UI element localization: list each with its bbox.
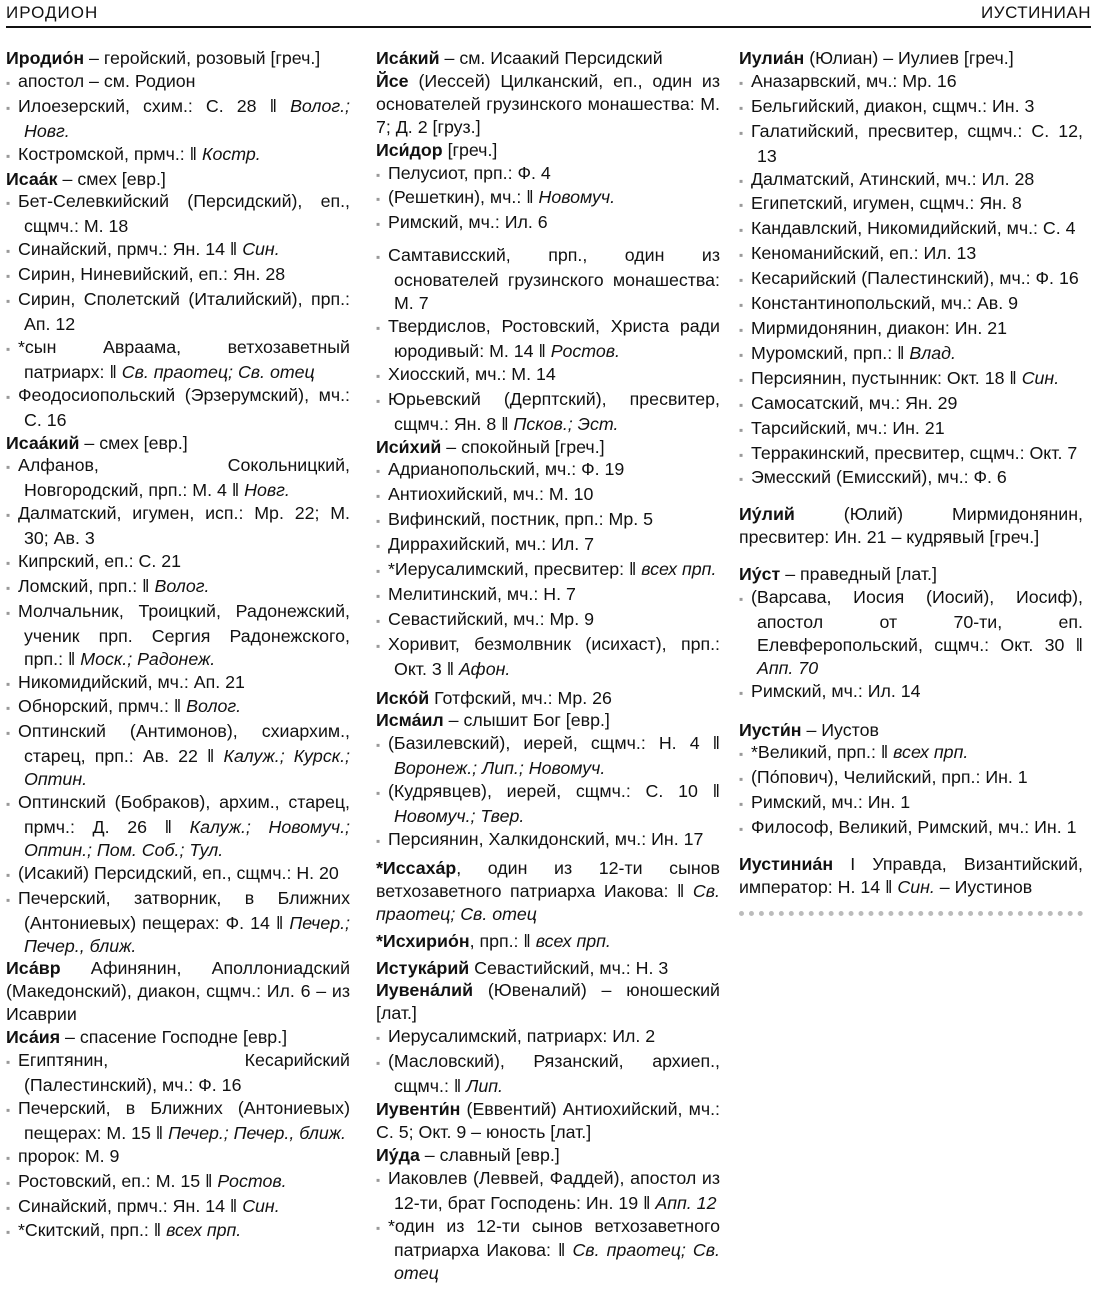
- sub-entry: [739, 292, 1083, 317]
- sub-entry: [739, 741, 1083, 766]
- entry-text: Вифинский, постник, прп.: Мр. 5: [388, 509, 653, 530]
- sub-entry: [739, 70, 1083, 95]
- headword-entry: [376, 709, 720, 732]
- sub-entry: [6, 600, 350, 671]
- headword: Иско́й: [376, 687, 430, 708]
- entry-text: Галатийский, пресвитер, сщмч.: С. 12, 13: [751, 120, 1083, 166]
- entry-text: Египтянин, Кесарийский (Палестинский), мч.: Ф. 16: [18, 1050, 350, 1095]
- entry-text: , один из 12-ти сынов ветхозаветного патриарха Иакова: ‖: [376, 857, 720, 901]
- region-note: Моск.; Радонеж.: [80, 648, 216, 669]
- entry-text: Персиянин, пустынник: Окт. 18 ‖: [751, 367, 1022, 388]
- headword: Исаа́кий: [6, 432, 80, 453]
- headword-entry: [739, 503, 1083, 549]
- entry-text: Твердислов, Ростовский, Христа ради юродивый: М. 14 ‖: [388, 315, 720, 361]
- region-note: Св. праотец; Св. отец: [121, 361, 315, 382]
- sub-entry: [6, 695, 350, 720]
- sub-entry: [6, 862, 350, 887]
- entry-text: Римский, мч.: Ин. 1: [751, 792, 911, 813]
- entry-text: Бет-Селевкийский (Персидский), еп., сщмч.: М. 18: [18, 191, 350, 237]
- headword-entry: [376, 857, 720, 926]
- entry-text: (Базилевский), иерей, сщмч.: Н. 4 ‖: [388, 733, 720, 754]
- entry-text: Самтависский, прп., один из основателей грузинского монашества: М. 7: [388, 245, 720, 314]
- region-note: всех прп.: [535, 930, 611, 951]
- end-divider: [739, 911, 1083, 916]
- entry-text: (Ювеналий) – юношеский [лат.]: [376, 980, 720, 1024]
- entry-text: Иерусалимский, патриарх: Ил. 2: [388, 1026, 656, 1047]
- sub-entry: [739, 120, 1083, 168]
- entry-text: Молчальник, Троицкий, Радонежский, ученик прп. Сергия Радонежского, прп.: ‖: [18, 600, 350, 669]
- entry-text: Алфанов, Сокольницкий, Новгородский, прп.: М. 4 ‖: [18, 455, 350, 501]
- sub-entry: [739, 367, 1083, 392]
- sub-entry: [6, 95, 350, 143]
- headword-entry: [6, 957, 350, 1026]
- sub-entry: [376, 1215, 720, 1286]
- column-1: [6, 47, 350, 1244]
- entry-text: *Великий, прп.: ‖: [751, 742, 894, 763]
- entry-text: *Скитский, прп.: ‖: [18, 1220, 167, 1241]
- entry-text: (Кудрявцев), иерей, сщмч.: С. 10 ‖: [388, 781, 720, 802]
- entry-text: – смех [евр.]: [79, 432, 188, 453]
- entry-text: – праведный [лат.]: [780, 564, 937, 585]
- headword-entry: [376, 139, 720, 162]
- entry-text: Эмесский (Емисский), мч.: Ф. 6: [751, 467, 1007, 488]
- entry-text: *сын Авраама, ветхозаветный патриарх: ‖: [18, 336, 350, 382]
- sub-entry: [6, 575, 350, 600]
- sub-entry: [739, 267, 1083, 292]
- headword: Иусти́н: [739, 719, 802, 740]
- headword: Иса́вр: [6, 958, 61, 979]
- sub-entry: [739, 466, 1083, 491]
- region-note: Апп. 70: [757, 657, 819, 678]
- entry-text: I Управда, Византийский, император: Н. 14 ‖: [739, 854, 1083, 897]
- entry-text: Далматский, игумен, исп.: Мр. 22; М. 30; Ав. 3: [18, 503, 350, 549]
- sub-entry: [376, 508, 720, 533]
- entry-text: Феодосиопольский (Эрзерумский), мч.: С. 16: [18, 384, 350, 430]
- headword: Иу́да: [376, 1144, 420, 1165]
- entry-text: Сирин, Ниневийский, еп.: Ян. 28: [18, 264, 286, 285]
- sub-entry: [6, 336, 350, 384]
- sub-entry: [6, 1195, 350, 1220]
- headword-entry: [376, 687, 720, 710]
- entry-text: Севастийский, мч.: Мр. 9: [388, 608, 594, 629]
- headword-entry: [376, 70, 720, 139]
- entry-text: Синайский, прмч.: Ян. 14 ‖: [18, 239, 243, 260]
- sub-entry: [6, 1145, 350, 1170]
- headword-entry: [376, 1098, 720, 1144]
- sub-entry: [376, 1167, 720, 1215]
- headword: Иу́ст: [739, 564, 781, 585]
- column-3: [739, 47, 1083, 916]
- entry-text: Юрьевский (Дерптский), пресвитер, сщмч.: Ян. 8 ‖: [388, 388, 720, 434]
- sub-entry: [376, 388, 720, 436]
- entry-text: Хиосский, мч.: М. 14: [388, 363, 556, 384]
- headword-entry: [376, 1144, 720, 1167]
- region-note: Апп. 12: [655, 1192, 717, 1213]
- entry-text: Печерский, в Ближних (Антониевых) пещерах: М. 15 ‖: [18, 1097, 350, 1143]
- sub-entry: [739, 586, 1083, 680]
- sub-entry: [739, 342, 1083, 367]
- entry-text: Сирин, Сполетский (Италийский), прп.: Ап. 12: [18, 289, 350, 334]
- sub-entry: [376, 315, 720, 363]
- region-note: всех прп.: [641, 559, 717, 580]
- entry-text: *Иерусалимский, пресвитер: ‖: [388, 559, 642, 580]
- entry-text: Далматский, Атинский, мч.: Ил. 28: [751, 168, 1035, 189]
- entry-text: – геройский, розовый [греч.]: [84, 48, 321, 68]
- region-note: Св. праотец; Св. отец: [376, 880, 720, 924]
- headword-entry: [739, 47, 1083, 70]
- entry-text: Ростовский, еп.: М. 15 ‖: [18, 1170, 218, 1191]
- headword-entry: [739, 563, 1083, 586]
- entry-text: – спасение Господне [евр.]: [60, 1027, 288, 1048]
- entry-text: Самосатский, мч.: Ян. 29: [751, 392, 958, 413]
- entry-text: Муромский, прп.: ‖: [751, 342, 910, 363]
- region-note: Псков.; Эст.: [513, 413, 619, 434]
- entry-text: Аназарвский, мч.: Мр. 16: [751, 70, 957, 91]
- sub-entry: [6, 190, 350, 238]
- headword-entry: [6, 168, 350, 191]
- sub-entry: [739, 392, 1083, 417]
- headword: Иси́хий: [376, 436, 442, 457]
- headword: *Иссаха́р: [376, 857, 457, 878]
- entry-text: Афинянин, Аполлониадский (Македонский), диакон, сщмч.: Ил. 6 – из Исаврии: [6, 958, 350, 1025]
- entry-text: , прп.: ‖: [469, 930, 536, 951]
- entry-text: Мирмидонянин, диакон: Ин. 21: [751, 317, 1007, 338]
- entry-text: Персиянин, Халкидонский, мч.: Ин. 17: [388, 829, 704, 849]
- entry-text: – смех [евр.]: [57, 168, 166, 189]
- sub-entry: [739, 791, 1083, 816]
- entry-text: *один из 12-ти сынов ветхозаветного патриарха Иакова: ‖: [388, 1215, 720, 1261]
- entry-text: Философ, Великий, Римский, мч.: Ин. 1: [751, 817, 1077, 838]
- sub-entry: [376, 211, 720, 236]
- headword: Иси́дор: [376, 139, 443, 160]
- entry-text: Готфский, мч.: Мр. 26: [429, 687, 612, 708]
- header-left: ИРОДИОН: [6, 3, 99, 22]
- sub-entry: [6, 1219, 350, 1244]
- sub-entry: [6, 671, 350, 696]
- entry-text: Кесарийский (Палестинский), мч.: Ф. 16: [751, 268, 1079, 289]
- region-note: Син.: [897, 877, 935, 897]
- region-note: Волог.; Новг.: [24, 95, 350, 141]
- sub-entry: [6, 384, 350, 432]
- entry-text: – см. Исаакий Персидский: [439, 48, 663, 68]
- entry-text: пророк: М. 9: [18, 1145, 120, 1166]
- headword-entry: [376, 930, 720, 953]
- entry-text: Антиохийский, мч.: М. 10: [388, 484, 594, 505]
- region-note: Печер.; Печер., ближ.: [24, 912, 350, 956]
- entry-text: (Юлиан) – Иулиев [греч.]: [804, 48, 1014, 68]
- entry-text: [греч.]: [442, 139, 498, 160]
- sub-entry: [376, 533, 720, 558]
- region-note: Влад.: [909, 342, 956, 363]
- entry-text: Пелусиот, прп.: Ф. 4: [388, 162, 551, 183]
- region-note: Калуж.; Новомуч.; Оптин.; Пом. Соб.; Тул.: [24, 817, 350, 860]
- region-note: Новомуч.; Твер.: [394, 806, 525, 827]
- entry-text: Илоезерский, схим.: С. 28 ‖: [18, 95, 291, 116]
- entry-text: (Решеткин), мч.: ‖: [388, 187, 539, 208]
- entry-text: Мелитинский, мч.: Н. 7: [388, 583, 576, 604]
- region-note: Син.: [242, 239, 280, 260]
- entry-text: Египетский, игумен, сщмч.: Ян. 8: [751, 193, 1022, 214]
- entry-text: – славный [евр.]: [419, 1144, 560, 1165]
- sub-entry: [6, 791, 350, 862]
- sub-entry: [6, 238, 350, 263]
- sub-entry: [6, 720, 350, 791]
- sub-entry: [376, 780, 720, 828]
- headword: *Исхирио́н: [376, 930, 470, 951]
- headword: Иувенти́н: [376, 1098, 461, 1119]
- entry-text: (По́пович), Челийский, прп.: Ин. 1: [751, 767, 1028, 788]
- region-note: Св. праотец; Св. отец: [394, 1240, 720, 1284]
- entry-text: Никомидийский, мч.: Ап. 21: [18, 671, 245, 692]
- entry-text: (Масловский), Рязанский, архиеп., сщмч.: ‖: [388, 1051, 720, 1097]
- region-note: Калуж.; Курск.; Оптин.: [24, 746, 350, 790]
- sub-entry: [376, 458, 720, 483]
- headword-entry: [6, 47, 350, 70]
- headword: Йсе: [376, 70, 409, 91]
- entry-text: Иаковлев (Леввей, Фаддей), апостол из 12-ти, брат Господень: Ин. 19 ‖: [388, 1167, 720, 1213]
- entry-text: – Иустов: [801, 719, 879, 740]
- headword-entry: [376, 979, 720, 1025]
- headword: Иувена́лий: [376, 980, 474, 1001]
- sub-entry: [739, 417, 1083, 442]
- sub-entry: [376, 162, 720, 187]
- region-note: всех прп.: [166, 1220, 242, 1241]
- sub-entry: [739, 217, 1083, 242]
- headword-entry: [376, 47, 720, 70]
- entry-text: Синайский, прмч.: Ян. 14 ‖: [18, 1195, 243, 1216]
- entry-text: Тарсийский, мч.: Ин. 21: [751, 417, 945, 438]
- sub-entry: [376, 483, 720, 508]
- sub-entry: [6, 1170, 350, 1195]
- region-note: Печер.; Печер., ближ.: [168, 1122, 346, 1143]
- running-header: [6, 0, 1091, 28]
- entry-text: (Исакий) Персидский, еп., сщмч.: Н. 20: [18, 862, 339, 883]
- sub-entry: [376, 363, 720, 388]
- region-note: Новг.: [244, 480, 290, 501]
- sub-entry: [376, 186, 720, 211]
- entry-text: (Варсава, Иосия (Иосий), Иосиф), апостол от 70-ти, еп. Елевферопольский, сщмч.: Окт. 30 ‖: [751, 587, 1083, 655]
- sub-entry: [6, 143, 350, 168]
- sub-entry: [376, 633, 720, 681]
- region-note: Афон.: [458, 658, 511, 679]
- headword: Иу́лий: [739, 504, 795, 525]
- headword: Иса́кий: [376, 48, 440, 68]
- headword: Исаа́к: [6, 168, 58, 189]
- headword: Иустиниа́н: [739, 854, 834, 875]
- entry-text: Костромской, прмч.: ‖: [18, 143, 202, 164]
- sub-entry: [6, 263, 350, 288]
- sub-entry: [6, 502, 350, 550]
- entry-text: Оптинский (Антимонов), схиархим., старец, прп.: Ав. 22 ‖: [18, 721, 350, 767]
- entry-text: Севастийский, мч.: Н. 3: [469, 957, 669, 978]
- sub-entry: [739, 680, 1083, 705]
- sub-entry: [376, 828, 720, 853]
- entry-text: Ломский, прп.: ‖: [18, 575, 155, 596]
- entry-text: Константинопольский, мч.: Ав. 9: [751, 293, 1018, 314]
- sub-entry: [739, 242, 1083, 267]
- entry-text: Печерский, затворник, в Ближних (Антониевых) пещерах: Ф. 14 ‖: [18, 887, 350, 933]
- sub-entry: [739, 816, 1083, 841]
- entry-text: Кандавлский, Никомидийский, мч.: С. 4: [751, 218, 1076, 239]
- sub-entry: [6, 288, 350, 336]
- region-note: Ростов.: [550, 340, 620, 361]
- region-note: Волог.: [154, 575, 210, 596]
- sub-entry: [376, 732, 720, 780]
- headword: Иродио́н: [6, 48, 85, 68]
- entry-text: – спокойный [греч.]: [441, 436, 605, 457]
- entry-text-tail: – Иустинов: [934, 877, 1033, 897]
- sub-entry: [376, 1050, 720, 1098]
- sub-entry: [739, 192, 1083, 217]
- headword: Иса́ия: [6, 1027, 61, 1048]
- region-note: Ростов.: [217, 1170, 287, 1191]
- entry-text: Бельгийский, диакон, сщмч.: Ин. 3: [751, 95, 1035, 116]
- sub-entry: [6, 887, 350, 958]
- region-note: Син.: [242, 1195, 280, 1216]
- entry-text: (Юлий) Мирмидонянин, пресвитер: Ин. 21 – кудрявый [греч.]: [739, 504, 1083, 548]
- region-note: Син.: [1021, 367, 1060, 388]
- entry-text: Диррахийский, мч.: Ил. 7: [388, 534, 595, 555]
- sub-entry: [739, 766, 1083, 791]
- entry-text: – слышит Бог [евр.]: [443, 710, 610, 731]
- entry-text: апостол – см. Родион: [18, 70, 196, 91]
- sub-entry: [6, 454, 350, 502]
- sub-entry: [6, 1097, 350, 1145]
- region-note: Новомуч.: [538, 187, 616, 208]
- region-note: Лип.: [466, 1076, 503, 1097]
- headword-entry: [376, 957, 720, 980]
- entry-text: Кеноманийский, еп.: Ил. 13: [751, 243, 977, 264]
- sub-entry: [739, 442, 1083, 467]
- sub-entry: [6, 70, 350, 95]
- headword-entry: [739, 719, 1083, 742]
- headword: Иулиа́н: [739, 48, 805, 68]
- sub-entry: [376, 1025, 720, 1050]
- headword-entry: [376, 436, 720, 459]
- region-note: Костр.: [201, 143, 261, 164]
- sub-entry: [376, 244, 720, 315]
- sub-entry: [739, 168, 1083, 193]
- entry-text: Адрианопольский, мч.: Ф. 19: [388, 459, 625, 480]
- headword-entry: [739, 853, 1083, 899]
- headword: Исма́ил: [376, 710, 444, 731]
- region-note: Волог.: [186, 696, 242, 717]
- sub-entry: [739, 95, 1083, 120]
- column-2: [376, 47, 720, 1285]
- sub-entry: [6, 1049, 350, 1097]
- entry-text: (Еввентий) Антиохийский, мч.: С. 5; Окт. 9 – юность [лат.]: [376, 1098, 720, 1142]
- entry-text: Терракинский, пресвитер, сщмч.: Окт. 7: [751, 442, 1078, 463]
- header-right: ИУСТИНИАН: [981, 3, 1091, 22]
- entry-text: Обнорский, прмч.: ‖: [18, 696, 187, 717]
- entry-text: Римский, мч.: Ил. 6: [388, 212, 548, 233]
- entry-text: Кипрский, еп.: С. 21: [18, 551, 182, 572]
- sub-entry: [376, 608, 720, 633]
- headword-entry: [6, 432, 350, 455]
- entry-text: Римский, мч.: Ил. 14: [751, 680, 921, 701]
- sub-entry: [376, 583, 720, 608]
- entry-text: Оптинский (Бобраков), архим., старец, прмч.: Д. 26 ‖: [18, 792, 350, 837]
- headword: Истука́рий: [376, 957, 470, 978]
- region-note: Воронеж.; Лип.; Новомуч.: [394, 758, 606, 779]
- entry-text: (Иессей) Цилканский, еп., один из основателей грузинского монашества: М. 7; Д. 2 [груз.]: [376, 70, 720, 137]
- region-note: всех прп.: [893, 742, 969, 763]
- sub-entry: [376, 558, 720, 583]
- entry-text: Хоривит, безмолвник (исихаст), прп.: Окт. 3 ‖: [388, 633, 720, 679]
- sub-entry: [739, 317, 1083, 342]
- sub-entry: [6, 550, 350, 575]
- headword-entry: [6, 1026, 350, 1049]
